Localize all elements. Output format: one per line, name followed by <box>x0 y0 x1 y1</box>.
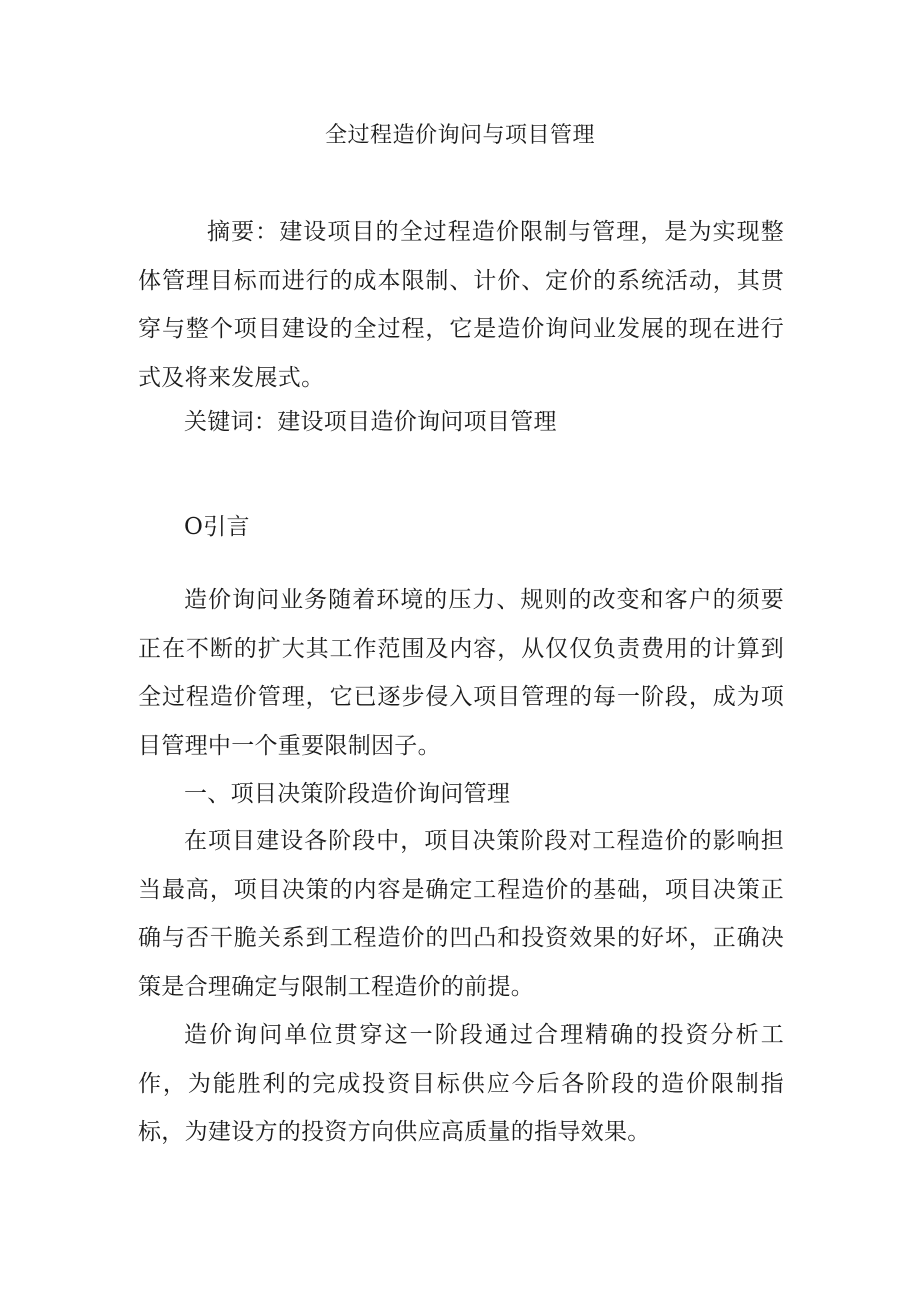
section-heading-decision-stage: 一、项目决策阶段造价询问管理 <box>184 781 511 807</box>
abstract-paragraph: 摘要：建设项目的全过程造价限制与管理，是为实现整体管理目标而进行的成本限制、计价、定价的系统活动，其贯穿与整个项目建设的全过程，它是造价询问业发展的现在进行式及将来发展式。 <box>138 219 784 391</box>
introduction-paragraph: 造价询问业务随着环境的压力、规则的改变和客户的须要正在不断的扩大其工作范围及内容，从仅仅负责费用的计算到全过程造价管理，它已逐步侵入项目管理的每一阶段，成为项目管理中一个重要限制因子。 <box>138 587 784 759</box>
body-paragraph: 造价询问单位贯穿这一阶段通过合理精确的投资分析工作，为能胜利的完成投资目标供应今后各阶段的造价限制指标，为建设方的投资方向供应高质量的指导效果。 <box>138 1022 784 1145</box>
document-title: 全过程造价询问与项目管理 <box>324 123 595 148</box>
body-paragraph: 在项目建设各阶段中，项目决策阶段对工程造价的影响担当最高，项目决策的内容是确定工程造价的基础，项目决策正确与否干脆关系到工程造价的凹凸和投资效果的好坏，正确决策是合理确定与限制工程造价的前提。 <box>138 828 784 1000</box>
keywords-line: 关键词：建设项目造价询问项目管理 <box>184 409 557 435</box>
section-heading-introduction: O引言 <box>184 514 250 540</box>
